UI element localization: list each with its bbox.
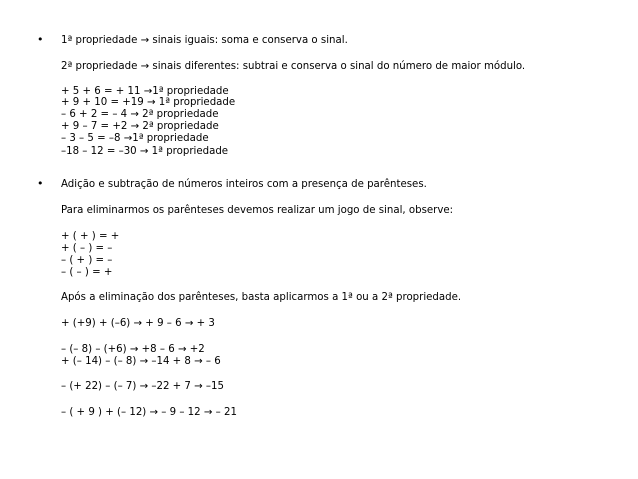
section-2-title: Adição e subtração de números inteiros com a presença de parênteses. — [61, 179, 427, 190]
bullet-1: • — [37, 33, 44, 46]
after-elimination-text: Após a eliminação dos parênteses, basta aplicarmos a 1ª ou a 2ª propriedade. — [61, 292, 462, 303]
bullet-2: • — [37, 177, 44, 190]
property-2-text: 2ª propriedade → sinais diferentes: subtrai e conserva o sinal do número de maior módulo. — [61, 61, 526, 72]
example-line: + 5 + 6 = + 11 →1ª propriedade — [61, 86, 229, 97]
sign-rule-line: + ( – ) = – — [61, 243, 113, 254]
example-line: –18 – 12 = –30 → 1ª propriedade — [61, 146, 229, 157]
parentheses-example: + (– 14) – (– 8) → –14 + 8 → – 6 — [61, 356, 221, 367]
example-line: – 6 + 2 = – 4 → 2ª propriedade — [61, 109, 219, 120]
example-line: + 9 + 10 = +19 → 1ª propriedade — [61, 97, 236, 108]
sign-rule-intro: Para eliminarmos os parênteses devemos realizar um jogo de sinal, observe: — [61, 205, 454, 216]
parentheses-example: – (– 8) – (+6) → +8 – 6 → +2 — [61, 344, 205, 355]
sign-rule-line: + ( + ) = + — [61, 231, 120, 242]
property-1-text: 1ª propriedade → sinais iguais: soma e conserva o sinal. — [61, 35, 348, 46]
example-line: – 3 – 5 = –8 →1ª propriedade — [61, 133, 209, 144]
parentheses-example: – (+ 22) – (– 7) → –22 + 7 → –15 — [61, 381, 224, 392]
sign-rule-line: – ( – ) = + — [61, 267, 113, 278]
parentheses-example: + (+9) + (–6) → + 9 – 6 → + 3 — [61, 318, 215, 329]
example-line: + 9 – 7 = +2 → 2ª propriedade — [61, 121, 219, 132]
parentheses-example: – ( + 9 ) + (– 12) → – 9 – 12 → – 21 — [61, 407, 237, 418]
sign-rule-line: – ( + ) = – — [61, 255, 113, 266]
